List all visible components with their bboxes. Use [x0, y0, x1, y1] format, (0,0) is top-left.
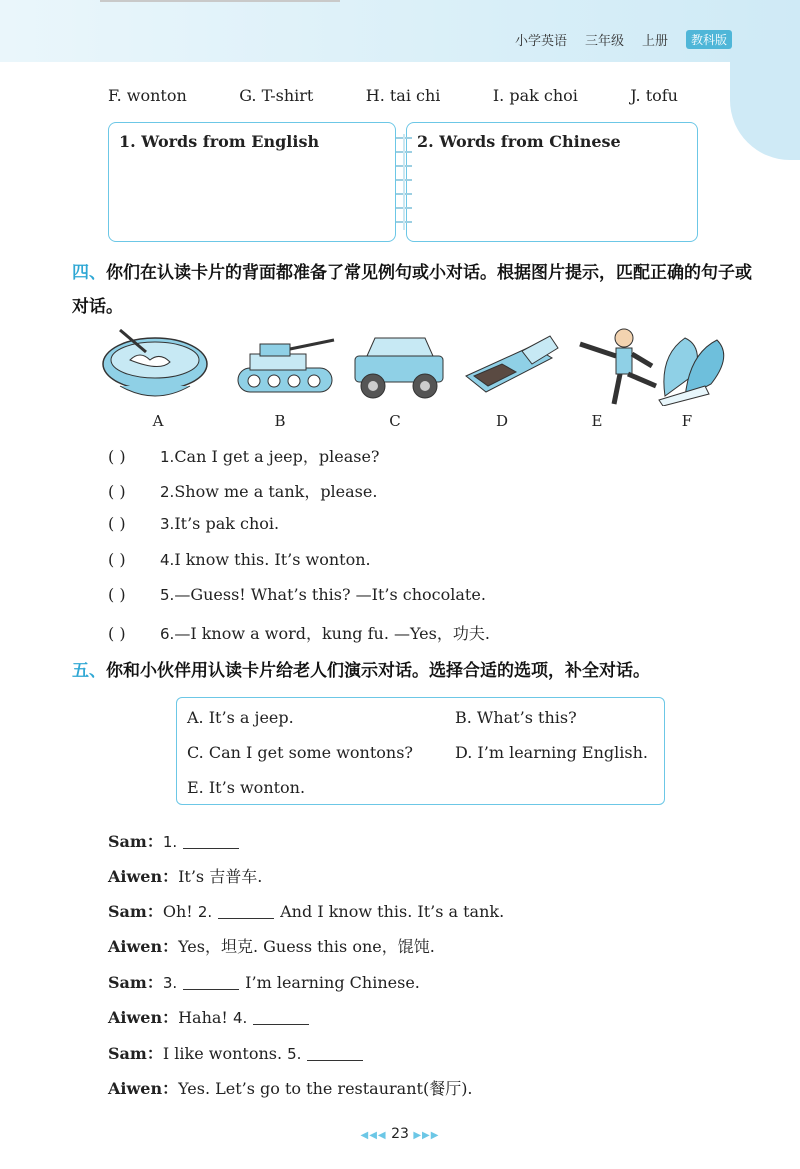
question-text: —Guess! What’s this? —It’s chocolate. [174, 585, 486, 604]
question-item [108, 621, 490, 644]
section-5-instruction [72, 656, 650, 681]
word-options-row [108, 86, 678, 105]
header-rule [100, 0, 340, 2]
answer-blank-line[interactable] [183, 848, 239, 849]
question-number: 2. [160, 483, 175, 501]
question-number: 4. [160, 551, 175, 569]
page-footer [0, 1126, 800, 1142]
box-title: 2. Words from Chinese [417, 132, 621, 151]
dialogue-text: It’s 吉普车. [178, 867, 263, 886]
spiral-binding-icon [392, 132, 416, 232]
left-arrows-icon: ◀◀◀ [360, 1130, 387, 1141]
header-grade: 三年级 [584, 34, 624, 49]
words-from-english-box[interactable] [108, 122, 396, 242]
answer-blank-line[interactable] [253, 1024, 309, 1025]
question-number: 3. [160, 515, 175, 533]
header-subject: 小学英语 [514, 34, 567, 49]
question-item [108, 479, 377, 502]
answer-blank[interactable]: ( ) [108, 624, 126, 643]
question-text: Can I get a jeep，please? [174, 447, 380, 466]
jeep-icon [345, 326, 455, 406]
question-item [108, 585, 486, 604]
answer-blank-line[interactable] [183, 989, 239, 990]
question-number: 6. [160, 625, 175, 643]
question-text: Show me a tank，please. [174, 482, 378, 501]
dialogue-line [108, 970, 420, 993]
options-box [176, 697, 665, 805]
option-a: A. It’s a jeep. [187, 708, 294, 727]
blank-number: 3. [162, 974, 178, 992]
chocolate-icon [462, 326, 572, 406]
picture-row [100, 326, 740, 436]
speaker-name: Sam： [108, 832, 163, 851]
section-number: 五、 [72, 661, 106, 681]
header-edition-badge: 教科版 [686, 30, 732, 49]
picture-label: D [495, 412, 509, 430]
speaker-name: Aiwen： [108, 1008, 179, 1027]
tank-icon [230, 326, 340, 406]
header-volume: 上册 [641, 34, 668, 49]
word-option: I. pak choi [492, 86, 578, 105]
dialogue-line [108, 864, 262, 887]
dialogue-text: Yes. Let’s go to the restaurant(餐厅). [178, 1079, 473, 1098]
speaker-name: Sam： [108, 1044, 163, 1063]
blank-number: 5. [287, 1045, 302, 1063]
blank-number: 1. [162, 833, 178, 851]
question-item [108, 514, 279, 533]
header-wave-decoration [730, 40, 800, 160]
word-option: H. tai chi [365, 86, 441, 105]
answer-blank[interactable]: ( ) [108, 550, 126, 569]
option-b: B. What’s this? [455, 708, 577, 727]
question-number: 5. [160, 586, 175, 604]
speaker-name: Sam： [108, 973, 163, 992]
word-option: J. tofu [630, 86, 678, 105]
answer-blank[interactable]: ( ) [108, 514, 126, 533]
picture-label: E [591, 412, 603, 430]
picture-label: A [152, 412, 164, 430]
option-c: C. Can I get some wontons? [187, 743, 414, 762]
dialogue-line [108, 934, 435, 957]
question-item [108, 444, 380, 467]
answer-blank-line[interactable] [307, 1060, 363, 1061]
question-text: —I know a word，kung fu. —Yes，功夫. [174, 624, 490, 643]
dialogue-text: I like wontons. [162, 1044, 283, 1063]
dialogue-line [108, 1005, 315, 1028]
section-number: 四、 [72, 263, 106, 283]
blank-number: 2. [197, 903, 213, 921]
dialogue-line [108, 1041, 369, 1064]
section-title-text: 你和小伙伴用认读卡片给老人们演示对话。选择合适的选项，补全对话。 [106, 661, 650, 681]
speaker-name: Sam： [108, 902, 163, 921]
section-title-text: 你们在认读卡片的背面都准备了常见例句或小对话。根据图片提示，匹配正确的句子或对话。 [72, 263, 752, 317]
answer-blank[interactable]: ( ) [108, 585, 126, 604]
dialogue-line [108, 1076, 473, 1099]
picture-label: C [389, 412, 401, 430]
question-item [108, 550, 371, 569]
speaker-name: Aiwen： [108, 937, 179, 956]
box-title: 1. Words from English [119, 132, 320, 151]
option-d: D. I’m learning English. [455, 743, 648, 762]
dialogue-text: Haha! [178, 1008, 228, 1027]
speaker-name: Aiwen： [108, 867, 179, 886]
dialogue-line [108, 829, 245, 852]
blank-number: 4. [232, 1009, 248, 1027]
question-text: It’s pak choi. [174, 514, 280, 533]
word-option: G. T-shirt [239, 86, 314, 105]
question-text: I know this. It’s wonton. [174, 550, 371, 569]
pak-choi-icon [645, 326, 755, 406]
answer-blank[interactable]: ( ) [108, 447, 126, 466]
dialogue-text: Oh! [162, 902, 193, 921]
header-book-info [515, 30, 732, 49]
answer-blank-line[interactable] [218, 918, 274, 919]
section-4-instruction [72, 256, 762, 324]
option-e: E. It’s wonton. [187, 778, 306, 797]
page-number: 23 [391, 1126, 409, 1142]
wonton-bowl-icon [100, 326, 210, 406]
word-option: F. wonton [108, 86, 187, 105]
picture-label: B [274, 412, 286, 430]
answer-blank[interactable]: ( ) [108, 482, 126, 501]
words-from-chinese-box[interactable] [406, 122, 698, 242]
dialogue-text: Yes，坦克. Guess this one，馄饨. [178, 937, 435, 956]
dialogue-text: I’m learning Chinese. [245, 973, 420, 992]
dialogue-line [108, 899, 504, 922]
question-number: 1. [160, 448, 175, 466]
dialogue-text: And I know this. It’s a tank. [280, 902, 505, 921]
picture-label: F [681, 412, 693, 430]
speaker-name: Aiwen： [108, 1079, 179, 1098]
right-arrows-icon: ▶▶▶ [413, 1130, 440, 1141]
